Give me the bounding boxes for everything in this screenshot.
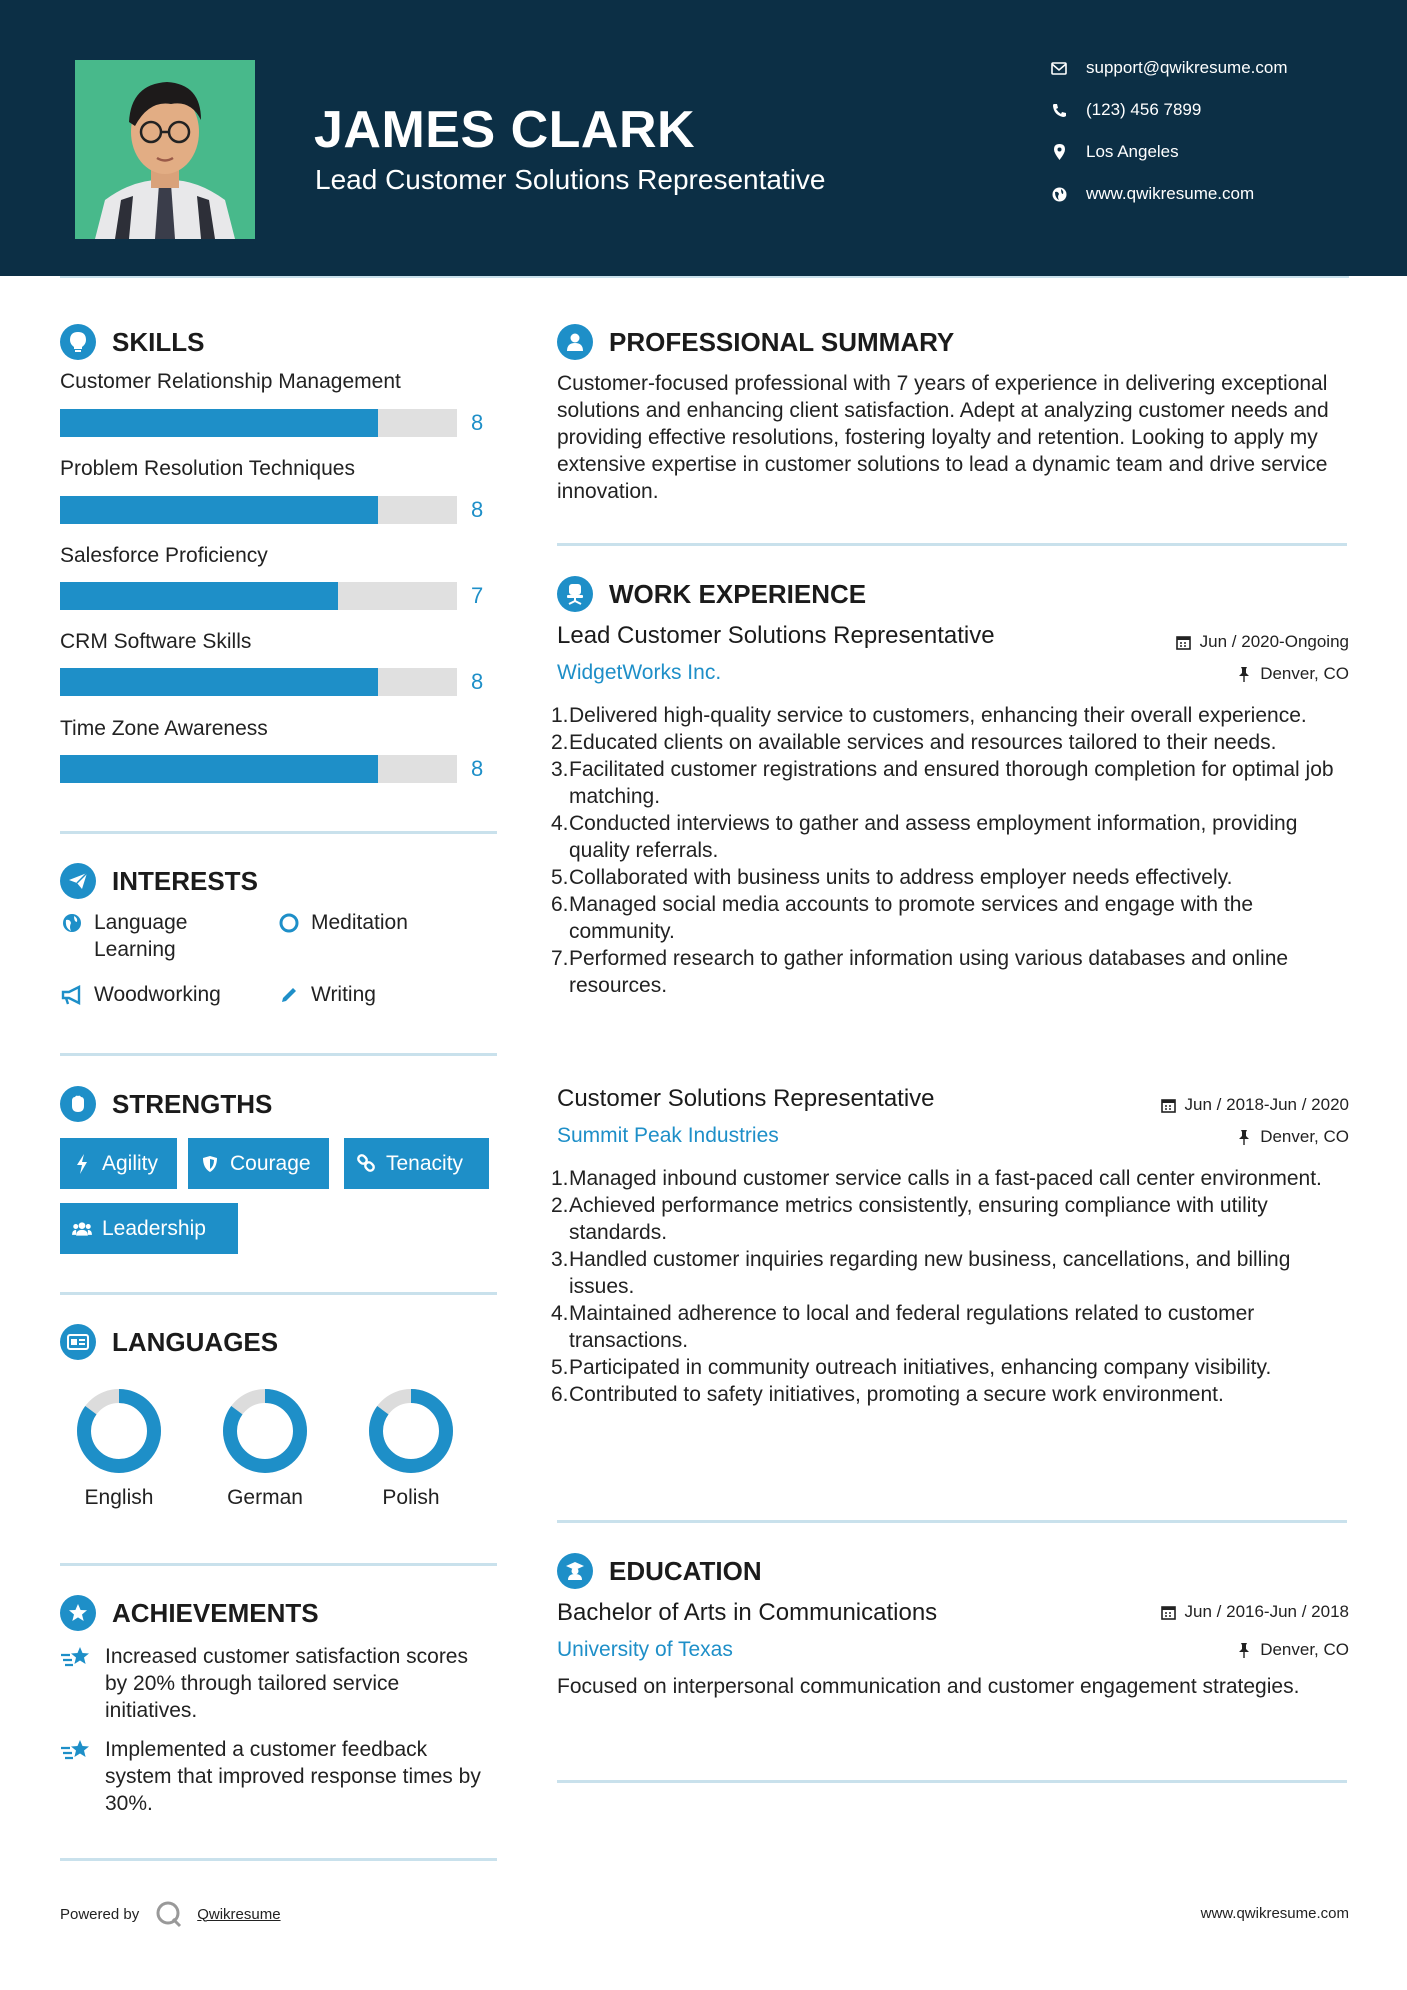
skill-bar: [60, 755, 457, 783]
envelope-icon: [1050, 59, 1068, 77]
language-item: [59, 1386, 179, 1510]
achievement-item: Increased customer satisfaction scores by 20% through tailored service initiatives.: [60, 1643, 490, 1724]
skill-name: Time Zone Awareness: [60, 717, 268, 740]
job-bullets: [551, 1165, 1347, 1408]
list-item: 2. Educated clients on available services and resources tailored to their needs.: [551, 731, 1277, 754]
qwikresume-logo-icon: [155, 1900, 183, 1928]
id-card-icon: [60, 1324, 96, 1360]
contact-location: [1050, 142, 1380, 162]
language-label: English: [84, 1486, 154, 1509]
skill-bar-fill: [60, 496, 378, 524]
achievements-heading: ACHIEVEMENTS: [60, 1595, 319, 1631]
skill-bar-fill: [60, 668, 378, 696]
list-item: 7. Performed research to gather information using various databases and online resources.: [551, 947, 1289, 997]
contact-website-text: www.qwikresume.com: [1086, 184, 1255, 203]
office-chair-icon: [557, 576, 593, 612]
strengths-heading: STRENGTHS: [60, 1086, 272, 1122]
language-ring: [366, 1386, 456, 1476]
section-divider: [60, 1563, 497, 1566]
map-pin-icon: [1050, 143, 1068, 161]
strength-tag: Agility: [60, 1138, 177, 1189]
graduate-icon: [557, 1553, 593, 1589]
interest-item: Writing: [277, 981, 376, 1008]
education-heading: EDUCATION: [557, 1553, 762, 1589]
contact-phone[interactable]: [1050, 100, 1380, 120]
skill-bar-fill: [60, 755, 378, 783]
contact-location-text: Los Angeles: [1086, 142, 1179, 161]
language-ring: [74, 1386, 164, 1476]
candidate-name: JAMES CLARK: [314, 101, 696, 159]
footer-powered-by: [60, 1900, 281, 1928]
strength-tag: Leadership: [60, 1203, 238, 1254]
school-name: University of Texas: [557, 1638, 733, 1661]
profile-photo: [75, 60, 255, 239]
achievement-item: Implemented a customer feedback system that improved response times by 30%.: [60, 1736, 490, 1817]
interest-item: Language Learning: [60, 909, 260, 963]
degree-title: Bachelor of Arts in Communications: [557, 1599, 938, 1626]
shooting-star-icon: [60, 1643, 92, 1673]
interests-heading: INTERESTS: [60, 863, 258, 899]
skill-value: 7: [471, 583, 484, 608]
resume-header: [0, 0, 1407, 276]
contact-email-text: support@qwikresume.com: [1086, 58, 1288, 77]
list-item: 2. Achieved performance metrics consistently, ensuring compliance with utility standards.: [551, 1194, 1268, 1244]
contact-website[interactable]: [1050, 184, 1380, 204]
circle-icon: [277, 911, 301, 935]
pushpin-icon: [1236, 1642, 1252, 1658]
education-description: Focused on interpersonal communication and customer engagement strategies.: [557, 1675, 1300, 1698]
skill-value: 8: [471, 669, 484, 694]
skill-name: CRM Software Skills: [60, 630, 252, 653]
skill-bar: [60, 496, 457, 524]
education-dates: Jun / 2016-Jun / 2018: [1161, 1602, 1349, 1622]
skill-value: 8: [471, 497, 484, 522]
interest-item: Meditation: [277, 909, 408, 936]
skill-name: Customer Relationship Management: [60, 370, 401, 393]
list-item: 6. Contributed to safety initiatives, promoting a secure work environment.: [551, 1383, 1224, 1406]
qwikresume-link[interactable]: Qwikresume: [197, 1905, 281, 1923]
job-location: Denver, CO: [1236, 664, 1349, 684]
section-divider: [60, 1292, 497, 1295]
contact-phone-text: (123) 456 7899: [1086, 100, 1202, 119]
language-item: [205, 1386, 325, 1510]
header-divider: [60, 276, 1349, 278]
shooting-star-icon: [60, 1736, 92, 1766]
summary-text: Customer-focused professional with 7 years of experience in delivering exceptional solutions and enhancing client satisfaction. Adept at analyzing customer needs and providing effective resolutions, fostering loyalty and retention. Looking to apply my extensive expertise in customer solutions to lead a dynamic team and drive service innovation.: [557, 372, 1329, 503]
education-location: Denver, CO: [1236, 1640, 1349, 1660]
skills-heading: SKILLS: [60, 324, 204, 360]
job-company: WidgetWorks Inc.: [557, 661, 722, 684]
language-label: German: [227, 1486, 303, 1509]
list-item: 1. Managed inbound customer service calls in a fast-paced call center environment.: [551, 1167, 1322, 1190]
section-divider: [557, 543, 1347, 546]
skill-value: 8: [471, 410, 484, 435]
lightbulb-icon: [60, 324, 96, 360]
languages-heading: LANGUAGES: [60, 1324, 278, 1360]
skill-value: 8: [471, 756, 484, 781]
bolt-icon: [72, 1154, 92, 1174]
user-icon: [557, 324, 593, 360]
calendar-icon: [1176, 634, 1192, 650]
list-item: 5. Collaborated with business units to address employer needs effectively.: [551, 866, 1233, 889]
section-divider: [60, 1858, 497, 1861]
pencil-icon: [277, 983, 301, 1007]
powered-by-label: Powered by: [60, 1905, 140, 1923]
pushpin-icon: [1236, 1129, 1252, 1145]
job-bullets: [551, 702, 1347, 999]
list-item: 1. Delivered high-quality service to customers, enhancing their overall experience.: [551, 704, 1307, 727]
skill-bar: [60, 668, 457, 696]
list-item: 6. Managed social media accounts to promote services and engage with the community.: [551, 893, 1254, 943]
summary-heading: PROFESSIONAL SUMMARY: [557, 324, 954, 360]
globe-icon: [1050, 185, 1068, 203]
contact-email[interactable]: [1050, 58, 1380, 78]
list-item: 5. Participated in community outreach initiatives, enhancing company visibility.: [551, 1356, 1272, 1379]
section-divider: [60, 831, 497, 834]
candidate-role: Lead Customer Solutions Representative: [315, 164, 826, 195]
experience-heading: WORK EXPERIENCE: [557, 576, 866, 612]
job-company: Summit Peak Industries: [557, 1124, 779, 1147]
paper-plane-icon: [60, 863, 96, 899]
section-divider: [557, 1780, 1347, 1783]
job-title: Customer Solutions Representative: [557, 1085, 935, 1112]
job-location: Denver, CO: [1236, 1127, 1349, 1147]
phone-icon: [1050, 101, 1068, 119]
skill-bar-fill: [60, 409, 378, 437]
section-divider: [557, 1520, 1347, 1523]
skill-name: Salesforce Proficiency: [60, 544, 268, 567]
language-item: [351, 1386, 471, 1510]
language-ring: [220, 1386, 310, 1476]
star-badge-icon: [60, 1595, 96, 1631]
skill-bar: [60, 582, 457, 610]
calendar-icon: [1161, 1604, 1177, 1620]
interest-item: Woodworking: [60, 981, 221, 1008]
language-label: Polish: [382, 1486, 440, 1509]
fist-icon: [60, 1086, 96, 1122]
footer-url[interactable]: www.qwikresume.com: [1200, 1905, 1349, 1922]
globe-icon: [60, 911, 84, 935]
pushpin-icon: [1236, 666, 1252, 682]
bullhorn-icon: [60, 983, 84, 1007]
shield-icon: [200, 1154, 220, 1174]
skill-bar: [60, 409, 457, 437]
list-item: 3. Facilitated customer registrations and ensured thorough completion for optimal job matching.: [551, 758, 1334, 808]
strength-tag: Courage: [188, 1138, 329, 1189]
job-title: Lead Customer Solutions Representative: [557, 622, 995, 649]
job-dates: Jun / 2018-Jun / 2020: [1161, 1095, 1349, 1115]
job-dates: Jun / 2020-Ongoing: [1176, 632, 1349, 652]
link-icon: [356, 1154, 376, 1174]
list-item: 4. Conducted interviews to gather and assess employment information, providing quality referrals.: [551, 812, 1298, 862]
skill-bar-fill: [60, 582, 338, 610]
calendar-icon: [1161, 1097, 1177, 1113]
strength-tag: Tenacity: [344, 1138, 489, 1189]
skill-name: Problem Resolution Techniques: [60, 457, 355, 480]
section-divider: [60, 1053, 497, 1056]
users-icon: [72, 1219, 92, 1239]
list-item: 4. Maintained adherence to local and federal regulations related to customer transactions.: [551, 1302, 1255, 1352]
list-item: 3. Handled customer inquiries regarding new business, cancellations, and billing issues.: [551, 1248, 1291, 1298]
